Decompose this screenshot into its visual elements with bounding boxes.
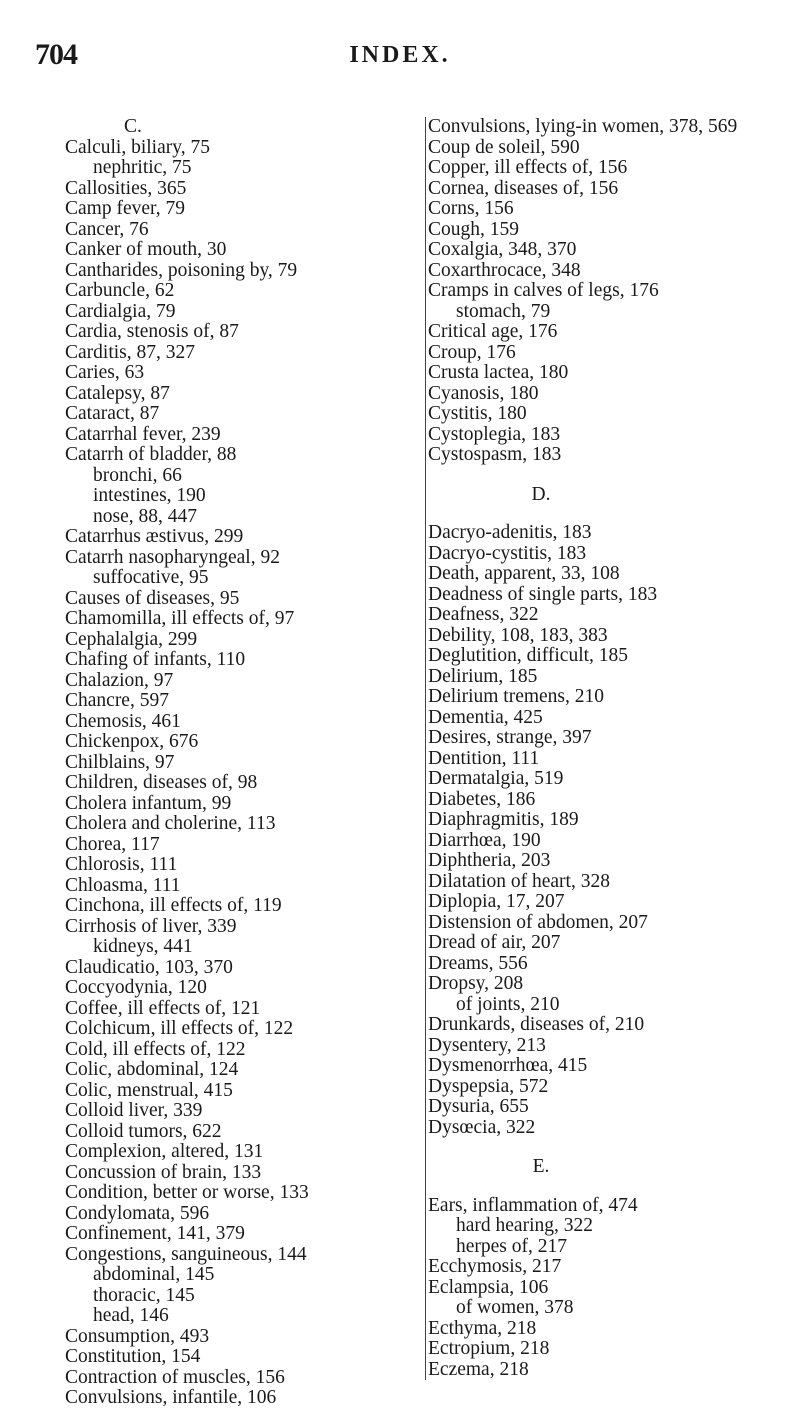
index-entry: Eclampsia, 106 (428, 1276, 549, 1298)
index-entry: Copper, ill effects of, 156 (428, 157, 628, 178)
index-entry: Dysuria, 655 (428, 1096, 529, 1117)
index-entry: Concussion of brain, 133 (65, 1161, 262, 1183)
index-entry: Cholera and cholerine, 113 (65, 813, 276, 834)
left-column (65, 117, 395, 1409)
index-entry: Delirium tremens, 210 (428, 686, 605, 707)
index-entry: Colloid liver, 339 (65, 1100, 203, 1121)
index-entry: Desires, strange, 397 (428, 727, 592, 748)
index-entry: Coxarthrocace, 348 (428, 259, 581, 281)
index-entry: Cyanosis, 180 (428, 382, 539, 404)
index-entry: Chafing of infants, 110 (65, 649, 246, 670)
index-entry: Coffee, ill effects of, 121 (65, 997, 261, 1019)
index-entry: Cough, 159 (428, 218, 520, 240)
index-entry: Coxalgia, 348, 370 (428, 239, 577, 260)
index-entry: Condylomata, 596 (65, 1202, 210, 1224)
index-entry: Crusta lactea, 180 (428, 362, 569, 383)
index-entry: Cardialgia, 79 (65, 300, 176, 322)
index-subentry: hard hearing, 322 (456, 1215, 593, 1236)
index-entry: Condition, better or worse, 133 (65, 1182, 309, 1203)
index-entry: Deafness, 322 (428, 604, 539, 625)
index-entry: Croup, 176 (428, 341, 516, 363)
index-entry: Chemosis, 461 (65, 710, 181, 732)
index-entry: Confinement, 141, 379 (65, 1223, 245, 1244)
index-entry: Diabetes, 186 (428, 788, 536, 810)
index-entry: Children, diseases of, 98 (65, 772, 258, 793)
index-entry: Chlorosis, 111 (65, 854, 178, 875)
index-entry: Critical age, 176 (428, 321, 558, 342)
index-entry: Congestions, sanguineous, 144 (65, 1243, 307, 1265)
index-entry: Colloid tumors, 622 (65, 1120, 222, 1142)
index-entry: Cinchona, ill effects of, 119 (65, 895, 282, 916)
index-entry: Claudicatio, 103, 370 (65, 956, 233, 978)
index-entry: Drunkards, diseases of, 210 (428, 1014, 645, 1035)
index-subentry: herpes of, 217 (456, 1235, 568, 1257)
index-entry: Diphtheria, 203 (428, 850, 551, 871)
index-entry: Canker of mouth, 30 (65, 239, 227, 260)
index-entry: Catarrh of bladder, 88 (65, 444, 237, 465)
index-entry: Consumption, 493 (65, 1325, 210, 1347)
index-entry: Dentition, 111 (428, 747, 540, 769)
index-entry: Cramps in calves of legs, 176 (428, 280, 659, 301)
index-entry: Catarrhus æstivus, 299 (65, 526, 244, 547)
index-entry: Colic, abdominal, 124 (65, 1059, 239, 1080)
index-entry: Eczema, 218 (428, 1358, 529, 1380)
index-entry: Cardia, stenosis of, 87 (65, 321, 239, 342)
index-entry: Complexion, altered, 131 (65, 1141, 264, 1162)
index-entry: Carditis, 87, 327 (65, 341, 195, 363)
index-entry: Dread of air, 207 (428, 932, 561, 953)
index-subentry: of women, 378 (456, 1297, 574, 1318)
index-subentry: intestines, 190 (93, 485, 206, 506)
index-entry: Ecthyma, 218 (428, 1317, 537, 1339)
index-entry: Convulsions, lying-in women, 378, 569 (428, 116, 738, 137)
index-entry: Diplopia, 17, 207 (428, 891, 565, 912)
right-column (425, 117, 798, 1380)
index-entry: Chilblains, 97 (65, 751, 175, 773)
index-entry: Convulsions, infantile, 106 (65, 1387, 277, 1408)
index-entry: Dermatalgia, 519 (428, 768, 564, 789)
index-subentry: thoracic, 145 (93, 1284, 195, 1306)
index-entry: Cornea, diseases of, 156 (428, 177, 619, 199)
index-entry: Debility, 108, 183, 383 (428, 624, 608, 646)
page-number: 704 (35, 38, 77, 71)
index-entry: Deadness of single parts, 183 (428, 583, 658, 605)
index-entry: Constitution, 154 (65, 1346, 201, 1367)
index-entry: Dacryo-adenitis, 183 (428, 522, 592, 543)
index-entry: Chorea, 117 (65, 833, 160, 855)
index-entry: Diarrhœa, 190 (428, 829, 541, 851)
index-subentry: stomach, 79 (456, 300, 551, 322)
index-entry: Dementia, 425 (428, 706, 543, 728)
index-entry: Dilatation of heart, 328 (428, 870, 610, 892)
index-entry: Cold, ill effects of, 122 (65, 1038, 246, 1060)
index-entry: Ears, inflammation of, 474 (428, 1194, 638, 1216)
index-entry: Dysentery, 213 (428, 1034, 546, 1056)
index-entry: Chloasma, 111 (65, 874, 181, 896)
index-entry: Camp fever, 79 (65, 198, 185, 219)
index-entry: Colic, menstrual, 415 (65, 1079, 233, 1101)
index-entry: Ectropium, 218 (428, 1338, 550, 1359)
index-entry: Causes of diseases, 95 (65, 587, 240, 609)
index-entry: Cystospasm, 183 (428, 444, 562, 465)
index-entry: Cataract, 87 (65, 403, 160, 424)
index-entry: Cholera infantum, 99 (65, 792, 232, 814)
index-entry: Distension of abdomen, 207 (428, 911, 648, 933)
index-entry: Deglutition, difficult, 185 (428, 645, 629, 666)
index-entry: Chancre, 597 (65, 690, 169, 711)
index-entry: Callosities, 365 (65, 177, 187, 199)
page-title: INDEX. (349, 42, 451, 68)
index-entry: Delirium, 185 (428, 665, 538, 687)
index-entry: Cirrhosis of liver, 339 (65, 915, 237, 937)
index-entry: Dacryo-cystitis, 183 (428, 542, 587, 564)
index-entry: Ecchymosis, 217 (428, 1256, 562, 1277)
index-entry: Catalepsy, 87 (65, 382, 170, 404)
index-entry: Carbuncle, 62 (65, 280, 175, 301)
index-entry: Cancer, 76 (65, 218, 149, 240)
index-entry: Dropsy, 208 (428, 973, 524, 994)
index-entry: Colchicum, ill effects of, 122 (65, 1018, 294, 1039)
section-letter: D. (531, 483, 551, 505)
index-entry: Chamomilla, ill effects of, 97 (65, 608, 295, 629)
index-entry: Coccyodynia, 120 (65, 977, 207, 998)
index-entry: Diaphragmitis, 189 (428, 809, 579, 830)
index-entry: Dyspepsia, 572 (428, 1075, 549, 1097)
index-entry: Cystitis, 180 (428, 403, 527, 424)
index-entry: Death, apparent, 33, 108 (428, 563, 620, 584)
index-subentry: kidneys, 441 (93, 936, 193, 957)
index-subentry: of joints, 210 (456, 993, 560, 1015)
index-subentry: bronchi, 66 (93, 464, 182, 486)
index-entry: Contraction of muscles, 156 (65, 1366, 285, 1388)
index-subentry: head, 146 (93, 1305, 169, 1326)
index-entry: Dysmenorrhœa, 415 (428, 1055, 588, 1076)
index-entry: Cephalalgia, 299 (65, 628, 198, 650)
index-entry: Caries, 63 (65, 362, 145, 383)
index-entry: Catarrhal fever, 239 (65, 423, 221, 445)
section-letter: E. (532, 1156, 550, 1177)
index-entry: Dysœcia, 322 (428, 1116, 536, 1138)
index-subentry: suffocative, 95 (93, 567, 209, 588)
index-entry: Cantharides, poisoning by, 79 (65, 259, 298, 281)
index-subentry: abdominal, 145 (93, 1264, 215, 1285)
index-entry: Corns, 156 (428, 198, 514, 219)
index-entry: Cystoplegia, 183 (428, 423, 561, 445)
index-subentry: nephritic, 75 (93, 157, 192, 178)
index-entry: Chickenpox, 676 (65, 731, 199, 752)
index-entry: Calculi, biliary, 75 (65, 136, 210, 158)
index-subentry: nose, 88, 447 (93, 505, 197, 527)
index-entry: Catarrh nasopharyngeal, 92 (65, 546, 280, 568)
section-letter: C. (124, 116, 142, 137)
index-entry: Dreams, 556 (428, 952, 528, 974)
index-entry: Coup de soleil, 590 (428, 136, 580, 158)
index-entry: Chalazion, 97 (65, 669, 174, 691)
